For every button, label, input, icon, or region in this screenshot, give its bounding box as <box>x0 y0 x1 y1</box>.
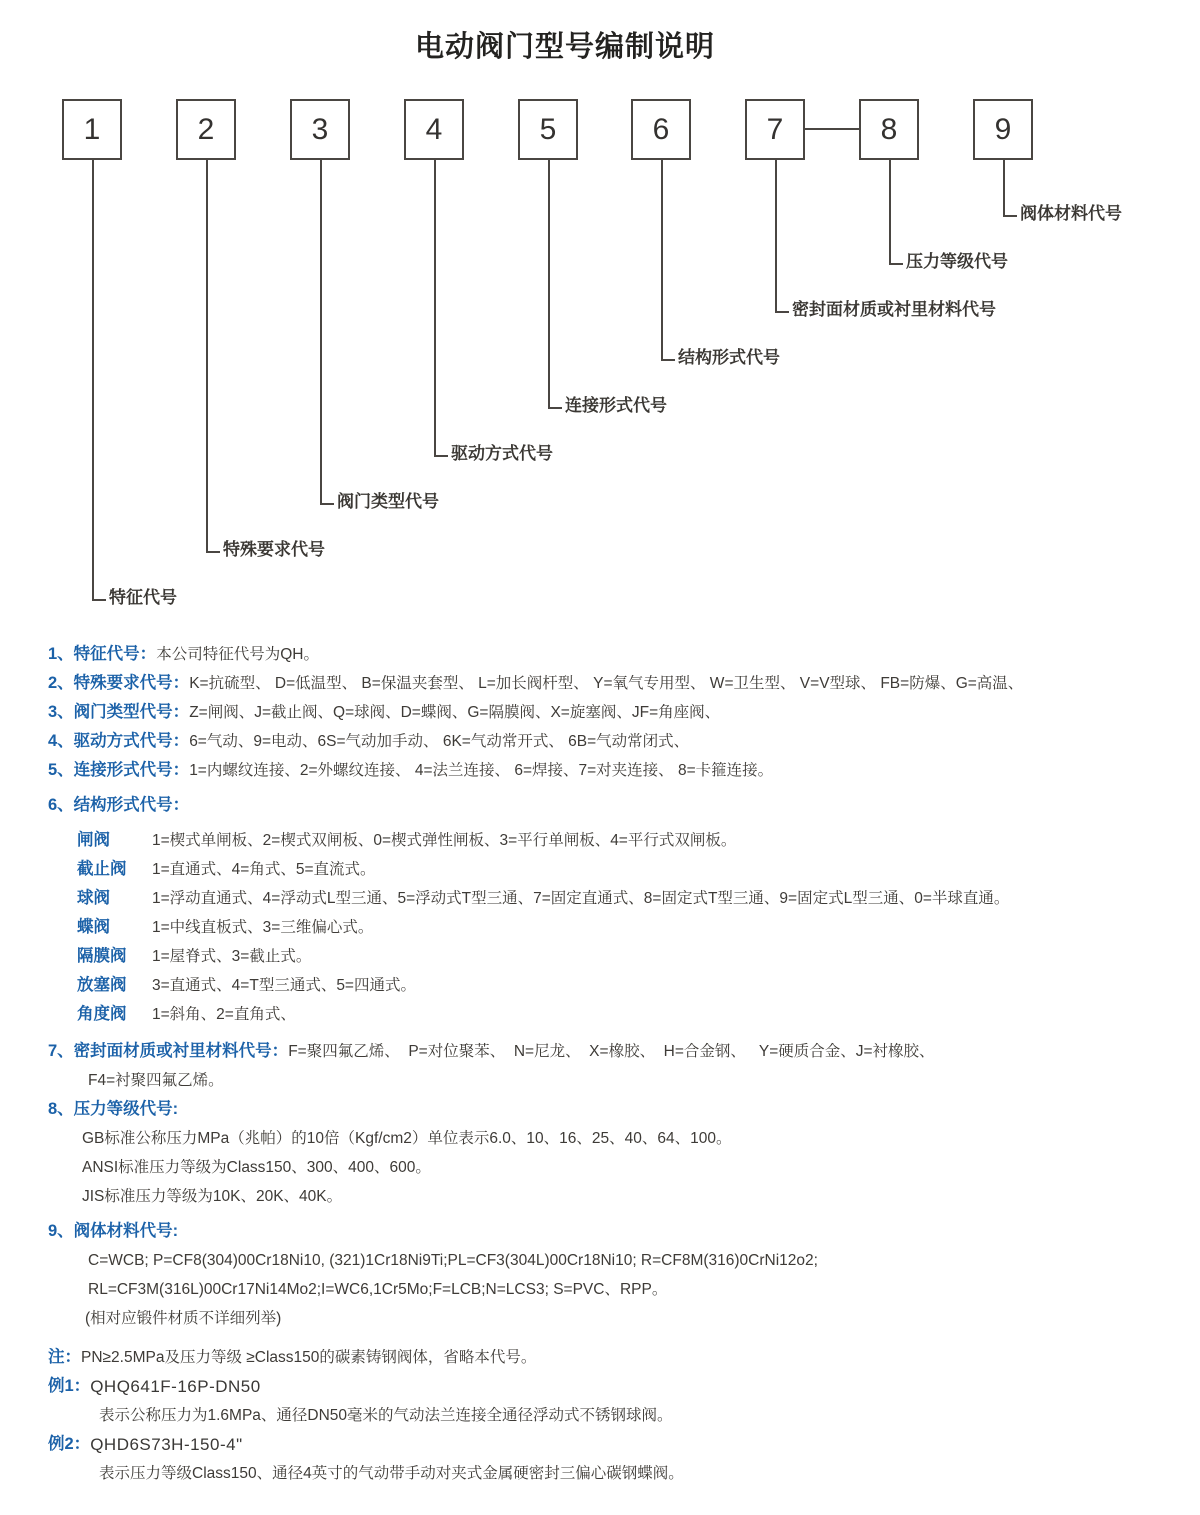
section-9-label: 9、阀体材料代号: <box>48 1222 179 1240</box>
valve-category-codes: 1=斜角、2=直角式、 <box>152 1006 296 1023</box>
example-2-description: 表示压力等级Class150、通径4英寸的气动带手动对夹式金属硬密封三偏心碳钢蝶阀。 <box>99 1465 684 1482</box>
valve-category-codes: 3=直通式、4=T型三通式、5=四通式。 <box>152 977 416 994</box>
model-code-diagram <box>0 0 1200 630</box>
example-2-label: 例2： <box>48 1435 91 1453</box>
section-7-label: 7、密封面材质或衬里材料代号： <box>48 1042 289 1060</box>
section-8-line-jis: JIS标准压力等级为10K、20K、40K。 <box>82 1188 343 1205</box>
section-9-line-1: C=WCB; P=CF8(304)00Cr18Ni10, (321)1Cr18Ni9Ti;PL=CF3(304L)00Cr18Ni10; R=CF8M(316)0CrNi12o2; <box>88 1252 818 1269</box>
valve-category-label: 球阀 <box>77 889 110 907</box>
section-8-label: 8、压力等级代号: <box>48 1100 179 1118</box>
diagram-label-5: 连接形式代号 <box>565 396 667 415</box>
valve-category-label: 蝶阀 <box>77 918 110 936</box>
code-box-6: 6 <box>631 99 691 160</box>
note-row <box>0 1343 1200 1372</box>
code-box-5: 5 <box>518 99 578 160</box>
example-1-code: QHQ641F-16P-DN50 <box>90 1377 261 1396</box>
section-6-label: 6、结构形式代号： <box>48 796 190 814</box>
code-box-7: 7 <box>745 99 805 160</box>
example-2-row <box>0 1430 1200 1459</box>
leader-line-5 <box>548 160 562 409</box>
code-box-4: 4 <box>404 99 464 160</box>
example-1-row <box>0 1372 1200 1401</box>
valve-category-codes: 1=楔式单闸板、2=楔式双闸板、0=楔式弹性闸板、3=平行单闸板、4=平行式双闸板。 <box>152 832 737 849</box>
note-content: PN≥2.5MPa及压力等级 ≥Class150的碳素铸钢阀体，省略本代号。 <box>81 1349 537 1366</box>
section-6-row-gate-valve <box>0 826 1200 855</box>
section-4-label: 4、驱动方式代号： <box>48 732 190 750</box>
code-box-2: 2 <box>176 99 236 160</box>
section-3-label: 3、阀门类型代号： <box>48 703 190 721</box>
section-8-line-gb: GB标准公称压力MPa（兆帕）的10倍（Kgf/cm2）单位表示6.0、10、16、25、40、64、100。 <box>82 1130 732 1147</box>
valve-category-label: 截止阀 <box>77 860 127 878</box>
leader-line-8 <box>889 160 903 265</box>
section-5-content: 1=内螺纹连接、2=外螺纹连接、 4=法兰连接、 6=焊接、7=对夹连接、 8=卡箍连接。 <box>189 762 774 779</box>
section-4-content: 6=气动、9=电动、6S=气动加手动、 6K=气动常开式、 6B=气动常闭式、 <box>189 733 690 750</box>
valve-category-codes: 1=直通式、4=角式、5=直流式。 <box>152 861 376 878</box>
section-7-content: F=聚四氟乙烯、 P=对位聚苯、 N=尼龙、 X=橡胶、 H=合金钢、 Y=硬质合金、J=衬橡胶、 <box>288 1043 935 1060</box>
diagram-label-1: 特征代号 <box>109 588 177 607</box>
valve-category-label: 角度阀 <box>77 1005 127 1023</box>
leader-line-9 <box>1003 160 1017 217</box>
diagram-label-6: 结构形式代号 <box>678 348 780 367</box>
leader-line-4 <box>434 160 448 457</box>
example-1-description: 表示公称压力为1.6MPa、通径DN50毫米的气动法兰连接全通径浮动式不锈钢球阀。 <box>99 1407 673 1424</box>
section-7-row <box>0 1037 1200 1066</box>
example-1-label: 例1： <box>48 1377 91 1395</box>
valve-category-codes: 1=屋脊式、3=截止式。 <box>152 948 312 965</box>
note-label: 注： <box>48 1348 81 1366</box>
leader-line-6 <box>661 160 675 361</box>
valve-category-label: 放塞阀 <box>77 976 127 994</box>
valve-category-label: 闸阀 <box>77 831 110 849</box>
diagram-label-9: 阀体材料代号 <box>1020 204 1122 223</box>
section-5-row <box>0 756 1200 785</box>
code-box-8: 8 <box>859 99 919 160</box>
diagram-label-4: 驱动方式代号 <box>451 444 553 463</box>
section-3-row <box>0 698 1200 727</box>
section-6-row-plug-valve <box>0 971 1200 1000</box>
box7-box8-connector-line <box>805 128 859 130</box>
leader-line-3 <box>320 160 334 505</box>
page-title: 电动阀门型号编制说明 <box>414 31 715 63</box>
valve-category-codes: 1=中线直板式、3=三维偏心式。 <box>152 919 374 936</box>
section-2-label: 2、特殊要求代号： <box>48 674 190 692</box>
diagram-label-3: 阀门类型代号 <box>337 492 439 511</box>
diagram-label-2: 特殊要求代号 <box>223 540 325 559</box>
section-2-content: K=抗硫型、 D=低温型、 B=保温夹套型、 L=加长阀杆型、 Y=氧气专用型、 W=卫生型、 V=V型球、 FB=防爆、G=高温、 <box>189 675 1024 692</box>
leader-line-2 <box>206 160 220 553</box>
section-1-label: 1、特征代号： <box>48 645 157 663</box>
valve-category-label: 隔膜阀 <box>77 947 127 965</box>
example-2-code: QHD6S73H-150-4" <box>90 1435 243 1454</box>
section-6-row-butterfly-valve <box>0 913 1200 942</box>
valve-category-codes: 1=浮动直通式、4=浮动式L型三通、5=浮动式T型三通、7=固定直通式、8=固定式T型三通、9=固定式L型三通、0=半球直通。 <box>152 890 1010 907</box>
section-8-header <box>0 1095 1200 1124</box>
section-6-header <box>0 791 1200 820</box>
section-9-line-2: RL=CF3M(316L)00Cr17Ni14Mo2;I=WC6,1Cr5Mo;F=LCB;N=LCS3; S=PVC、RPP。 <box>88 1281 668 1298</box>
section-9-line-3: (相对应锻件材质不详细列举) <box>85 1310 282 1327</box>
section-9-header <box>0 1217 1200 1246</box>
section-7-line2: F4=衬聚四氟乙烯。 <box>88 1072 224 1089</box>
code-box-9: 9 <box>973 99 1033 160</box>
section-1-row <box>0 640 1200 669</box>
code-box-3: 3 <box>290 99 350 160</box>
sections <box>0 640 1200 1488</box>
section-5-label: 5、连接形式代号： <box>48 761 190 779</box>
section-1-content: 本公司特征代号为QH。 <box>156 646 319 663</box>
section-2-row <box>0 669 1200 698</box>
section-6-row-globe-valve <box>0 855 1200 884</box>
diagram-label-8: 压力等级代号 <box>906 252 1008 271</box>
leader-line-7 <box>775 160 789 313</box>
section-8-line-ansi: ANSI标准压力等级为Class150、300、400、600。 <box>82 1159 431 1176</box>
code-box-1: 1 <box>62 99 122 160</box>
section-4-row <box>0 727 1200 756</box>
section-6-row-angle-valve <box>0 1000 1200 1029</box>
section-6-row-ball-valve <box>0 884 1200 913</box>
section-3-content: Z=闸阀、J=截止阀、Q=球阀、D=蝶阀、G=隔膜阀、X=旋塞阀、JF=角座阀、 <box>189 704 721 721</box>
section-6-row-diaphragm-valve <box>0 942 1200 971</box>
diagram-label-7: 密封面材质或衬里材料代号 <box>792 300 996 319</box>
leader-line-1 <box>92 160 106 601</box>
